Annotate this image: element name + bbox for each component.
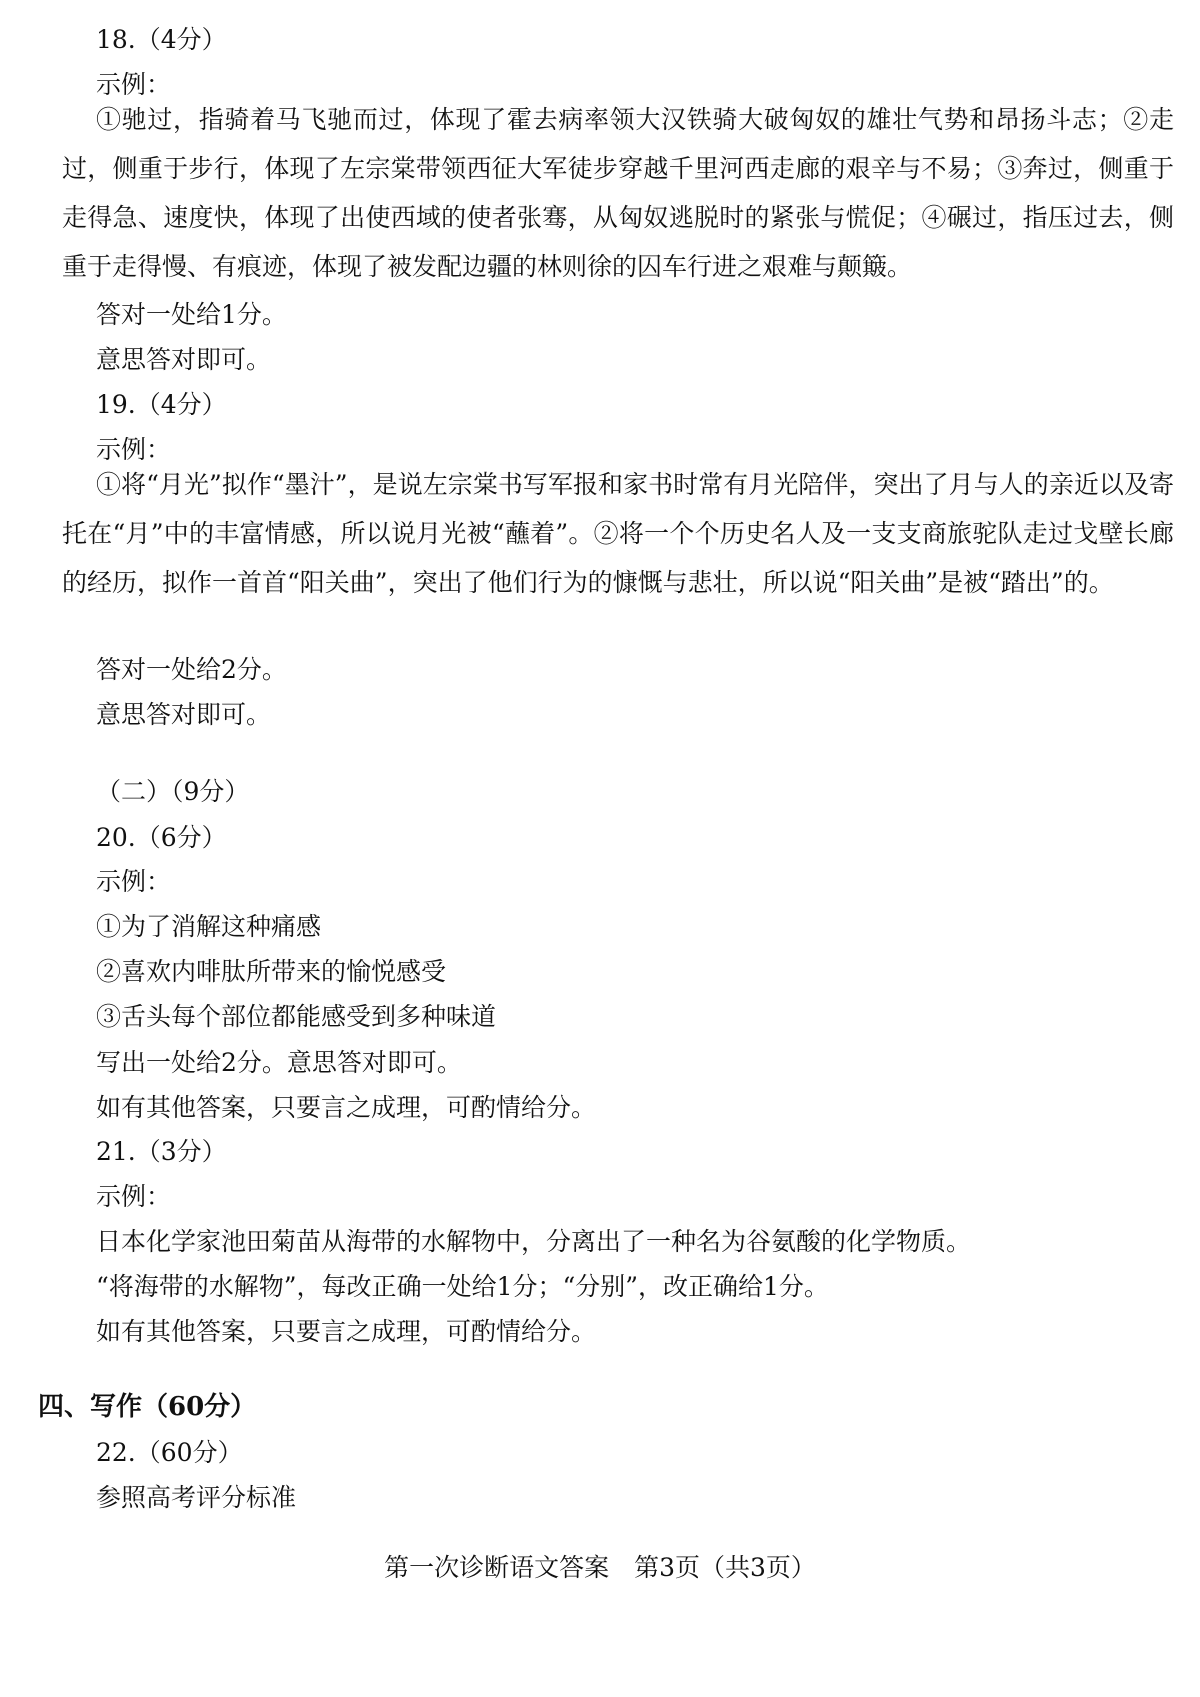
q19-note: 意思答对即可。 bbox=[96, 700, 272, 729]
q19-scoring: 答对一处给2分。 bbox=[96, 655, 287, 684]
q20-note: 如有其他答案，只要言之成理，可酌情给分。 bbox=[96, 1093, 597, 1122]
q21-example-label: 示例： bbox=[96, 1182, 172, 1211]
q22-note: 参照高考评分标准 bbox=[96, 1483, 297, 1512]
part2-heading: （二）（9分） bbox=[96, 777, 250, 806]
q18-example-label: 示例： bbox=[96, 70, 172, 99]
q22-heading: 22.（60分） bbox=[96, 1438, 243, 1467]
q21-heading: 21.（3分） bbox=[96, 1137, 227, 1166]
q20-example-label: 示例： bbox=[96, 867, 172, 896]
q21-answer: 日本化学家池田菊苗从海带的水解物中，分离出了一种名为谷氨酸的化学物质。 bbox=[96, 1227, 972, 1256]
q20-answer-item: ③舌头每个部位都能感受到多种味道 bbox=[96, 1002, 497, 1031]
q18-scoring: 答对一处给1分。 bbox=[96, 300, 287, 329]
q20-scoring: 写出一处给2分。意思答对即可。 bbox=[96, 1048, 462, 1077]
q20-answer-item: ①为了消解这种痛感 bbox=[96, 912, 322, 941]
page-footer: 第一次诊断语文答案 第3页（共3页） bbox=[384, 1553, 816, 1582]
section4-heading: 四、写作（60分） bbox=[38, 1392, 257, 1422]
q19-answer: ①将“月光”拟作“墨汁”，是说左宗棠书写军报和家书时常有月光陪伴，突出了月与人的亲近以及寄托在“月”中的丰富情感，所以说月光被“蘸着”。②将一个个历史名人及一支支商旅驼队走过戈壁长廊的经历，拟作一首首“阳关曲”，突出了他们行为的慷慨与悲壮，所以说“阳关曲”是被“踏出”的。 bbox=[62, 470, 1174, 597]
q18-note: 意思答对即可。 bbox=[96, 345, 272, 374]
q20-heading: 20.（6分） bbox=[96, 823, 227, 852]
q20-answer-item: ②喜欢内啡肽所带来的愉悦感受 bbox=[96, 957, 447, 986]
q21-scoring: “将海带的水解物”，每改正确一处给1分；“分别”，改正确给1分。 bbox=[96, 1272, 829, 1301]
q19-heading: 19.（4分） bbox=[96, 390, 227, 419]
q19-example-label: 示例： bbox=[96, 435, 172, 464]
q18-heading: 18.（4分） bbox=[96, 25, 227, 54]
q21-note: 如有其他答案，只要言之成理，可酌情给分。 bbox=[96, 1317, 597, 1346]
q18-answer: ①驰过，指骑着马飞驰而过，体现了霍去病率领大汉铁骑大破匈奴的雄壮气势和昂扬斗志；②走过，侧重于步行，体现了左宗棠带领西征大军徒步穿越千里河西走廊的艰辛与不易；③奔过，侧重于走得急、速度快，体现了出使西域的使者张骞，从匈奴逃脱时的紧张与慌促；④碾过，指压过去，侧重于走得慢、有痕迹，体现了被发配边疆的林则徐的囚车行进之艰难与颠簸。 bbox=[62, 105, 1174, 281]
